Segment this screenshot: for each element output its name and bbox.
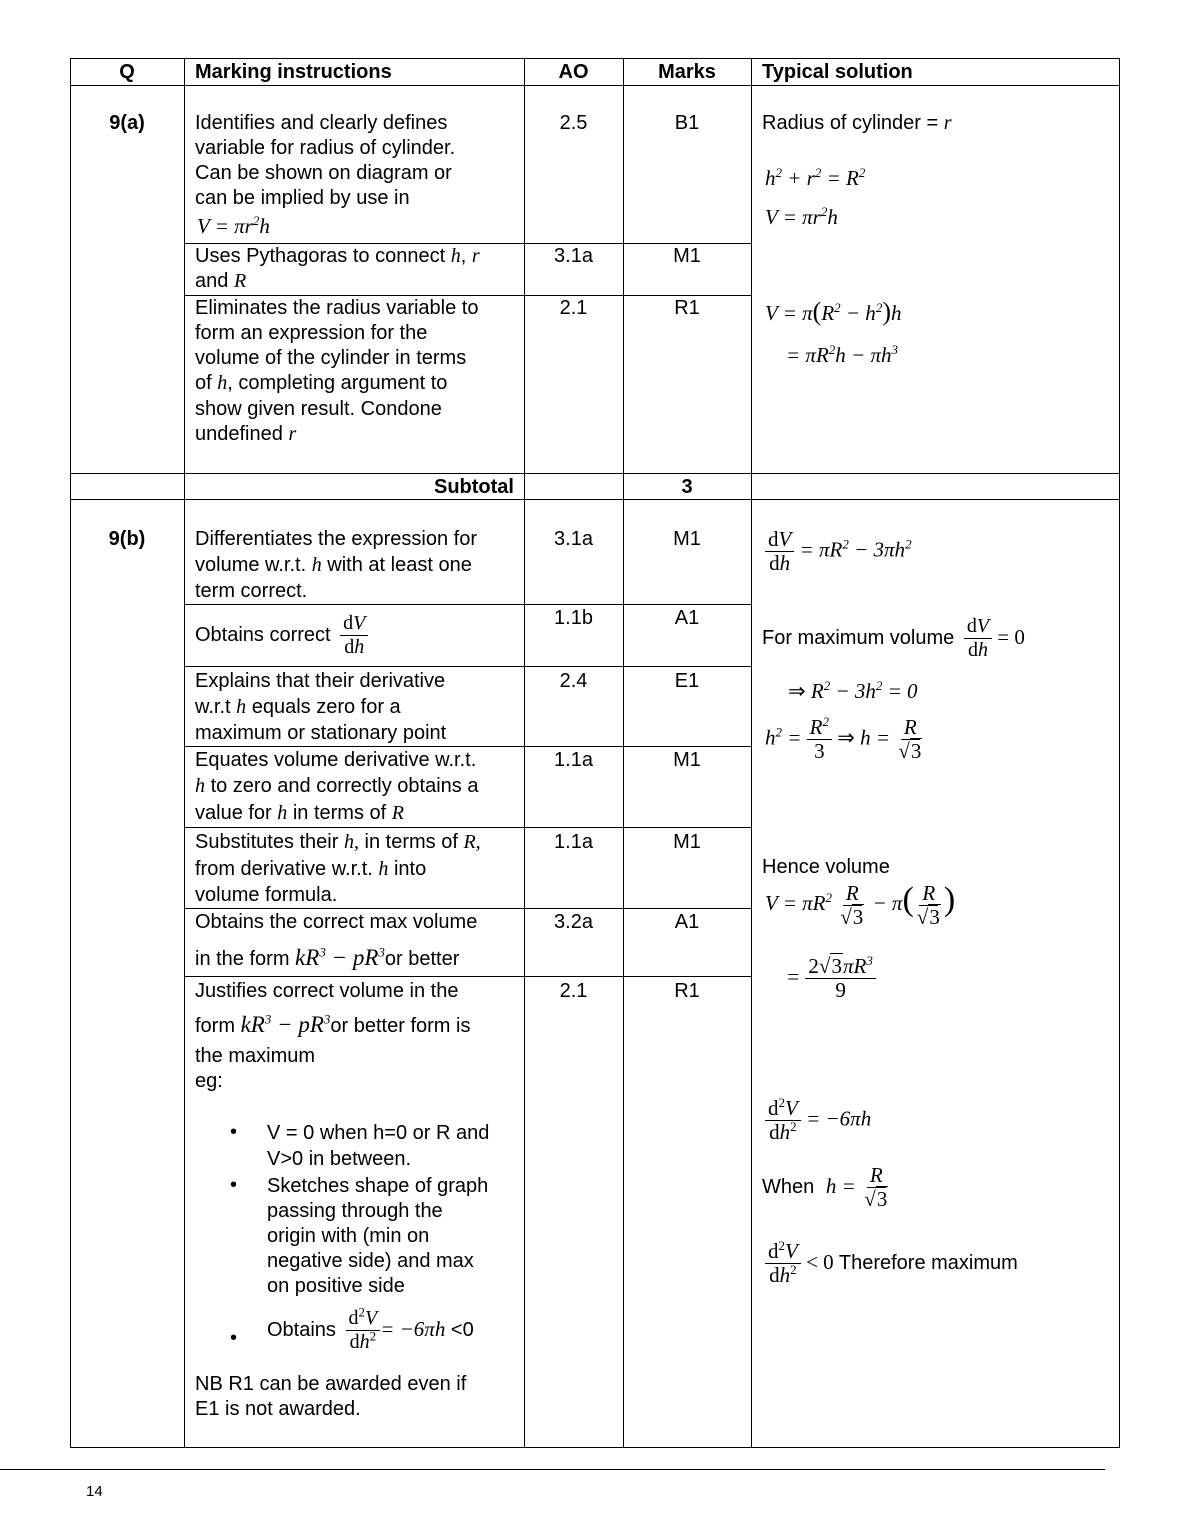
mark-value: E1 [674, 670, 700, 692]
solution-pythagoras: $h^2 + r^2 = R^2$ [765, 165, 866, 190]
marking-text: and R [195, 270, 247, 292]
ao-value: 2.4 [559, 670, 588, 692]
bullet-icon: • [230, 1174, 238, 1196]
note-text: E1 is not awarded. [195, 1398, 361, 1420]
marking-text: undefined r [195, 423, 297, 445]
mark-value: B1 [674, 112, 700, 134]
solution-volume: $V = \pi r^2h$ [765, 204, 838, 229]
marking-text: Differentiates the expression for [195, 528, 478, 550]
marking-text: h to zero and correctly obtains a [195, 775, 479, 797]
bullet-text: V = 0 when h=0 or R and [267, 1122, 490, 1144]
subtotal-value: 3 [681, 476, 693, 498]
page-number: 14 [86, 1483, 103, 1500]
solution-second-derivative: $\frac{d^2V}{dh^2}$ = −6πh [765, 1097, 871, 1144]
bullet-text: V>0 in between. [267, 1148, 411, 1170]
marking-text: volume of the cylinder in terms [195, 347, 467, 369]
marking-text: form an expression for the [195, 322, 428, 344]
mark-value: M1 [673, 831, 701, 853]
mark-value: R1 [674, 297, 700, 319]
marking-text: show given result. Condone [195, 398, 442, 420]
ao-value: 3.1a [554, 528, 593, 550]
bullet-icon: • [230, 1327, 238, 1349]
bullet-text: passing through the [267, 1200, 443, 1222]
mark-value: R1 [674, 980, 700, 1002]
ao-value: 2.1 [559, 297, 588, 319]
marking-text: in the form $kR^3 - pR^3or$ better [195, 944, 460, 970]
ao-value: 3.2a [554, 911, 593, 933]
marking-text: Identifies and clearly defines [195, 112, 448, 134]
mark-value: A1 [674, 607, 700, 629]
bullet-text: origin with (min on [267, 1225, 430, 1247]
marking-text: Obtains correct $\frac{dV}{dh}$ [195, 612, 368, 659]
marking-text: volume w.r.t. h with at least one [195, 554, 472, 576]
marking-text: eg: [195, 1070, 223, 1092]
bullet-text: negative side) and max [267, 1250, 474, 1272]
ao-value: 3.1a [554, 245, 593, 267]
solution-when: When h = $\frac{R}{√3}$ [762, 1163, 888, 1211]
solution-implies: ⇒ $R^2 - 3h^2 = 0$ [788, 678, 918, 703]
ao-value: 1.1b [554, 607, 593, 629]
marking-text: the maximum [195, 1045, 316, 1067]
mark-value: A1 [674, 911, 700, 933]
marking-text: volume formula. [195, 884, 338, 906]
solution-max-condition: For maximum volume $\frac{dV}{dh}$ = 0 [762, 615, 1025, 661]
bullet-icon: • [230, 1121, 238, 1143]
footer-rule [0, 1469, 1105, 1470]
ao-value: 2.1 [559, 980, 588, 1002]
marking-text: Justifies correct volume in the [195, 980, 459, 1002]
solution-h-value: $h^2$ = $\frac{R^2}{3}$ ⇒ h = $\frac{R}{√3}$ [765, 714, 922, 763]
marking-text: Explains that their derivative [195, 670, 446, 692]
marking-text: can be implied by use in [195, 187, 410, 209]
header-q: Q [119, 61, 135, 83]
solution-result: = $\pi R^2h - \pi h^3$ [786, 342, 898, 367]
marking-text: form $kR^3 - pR^3or$ better form is [195, 1011, 471, 1037]
formula-volume: $V = \pi r^2h$ [197, 213, 270, 238]
marking-text: Obtains the correct max volume [195, 911, 478, 933]
header-solution: Typical solution [762, 61, 913, 83]
header-ao: AO [558, 61, 589, 83]
marking-text: w.r.t h equals zero for a [195, 696, 401, 718]
marking-text: term correct. [195, 580, 308, 602]
solution-eliminate: $V = \pi(R^2 - h^2)h$ [765, 297, 902, 326]
solution-derivative: $\frac{dV}{dh}$ = $\pi R^2 - 3\pi h^2$ [765, 528, 912, 575]
marking-text: Uses Pythagoras to connect h, r [195, 245, 480, 267]
question-number-9a: 9(a) [109, 112, 145, 134]
marking-text: Substitutes their h, in terms of R, [195, 831, 481, 853]
marking-text: variable for radius of cylinder. [195, 137, 456, 159]
marking-text: of h, completing argument to [195, 372, 448, 394]
subtotal-label: Subtotal [434, 476, 514, 498]
marking-text: Can be shown on diagram or [195, 162, 452, 184]
question-number-9b: 9(b) [108, 528, 146, 550]
solution-radius: Radius of cylinder = r [762, 112, 952, 134]
bullet-text: Sketches shape of graph [267, 1175, 489, 1197]
mark-value: M1 [673, 245, 701, 267]
mark-value: M1 [673, 749, 701, 771]
marking-text: from derivative w.r.t. h into [195, 858, 427, 880]
header-marking: Marking instructions [195, 61, 392, 83]
bullet-text: Obtains $\frac{d^2V}{dh^2}$ = −6πh <0 [267, 1304, 474, 1353]
marking-text: Equates volume derivative w.r.t. [195, 749, 477, 771]
marking-text: maximum or stationary point [195, 722, 447, 744]
solution-therefore: $\frac{d^2V}{dh^2}$ < 0 Therefore maximum [765, 1240, 1018, 1287]
ao-value: 1.1a [554, 749, 593, 771]
header-marks: Marks [658, 61, 716, 83]
bullet-text: on positive side [267, 1275, 405, 1297]
ao-value: 2.5 [559, 112, 588, 134]
solution-sub-volume: $V = \pi R^2$ $\frac{R}{√3}$ − π( $\frac{R}{√3}$ ) [765, 880, 956, 929]
marking-text: Eliminates the radius variable to [195, 297, 479, 319]
ao-value: 1.1a [554, 831, 593, 853]
solution-max-volume: = $\frac{2√3\pi R^3}{9}$ [786, 955, 876, 1002]
solution-hence: Hence volume [762, 856, 890, 878]
marking-text: value for h in terms of R [195, 802, 404, 824]
mark-value: M1 [673, 528, 701, 550]
note-text: NB R1 can be awarded even if [195, 1373, 467, 1395]
